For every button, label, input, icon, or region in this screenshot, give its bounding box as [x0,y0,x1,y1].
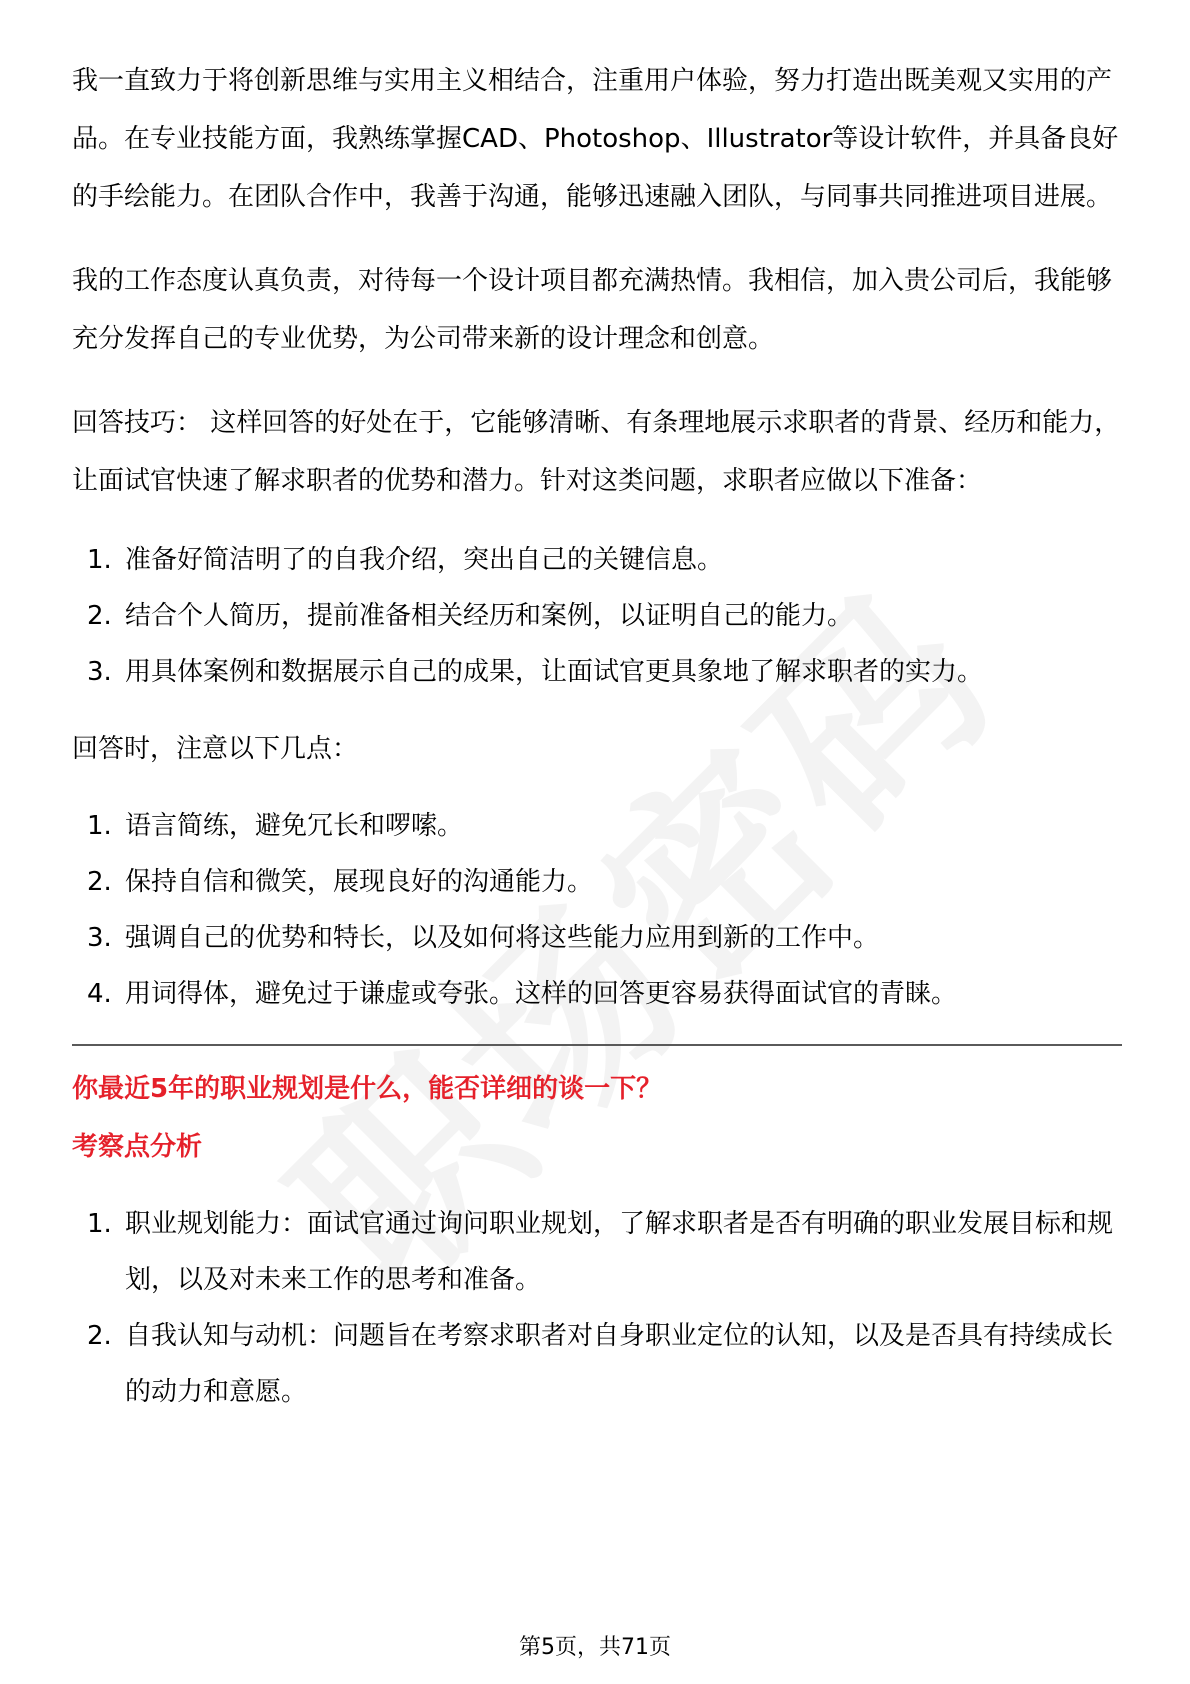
list-item-text: 保持自信和微笑，展现良好的沟通能力。 [125,867,594,897]
analysis-heading: 考察点分析 [72,1132,203,1162]
list-item-text: 用具体案例和数据展示自己的成果，让面试官更具象地了解求职者的实力。 [125,657,984,687]
tips-paragraph: 回答技巧： 这样回答的好处在于，它能够清晰、有条理地展示求职者的背景、经历和能力，让面试官快速了解求职者的优势和潜力。针对这类问题，求职者应做以下准备： [72,408,1121,496]
question-title: 你最近5年的职业规划是什么，能否详细的谈一下？ [72,1074,663,1104]
list-item [72,1308,1122,1420]
list-item-number: 4. [87,979,112,1009]
list-item-number: 2. [87,601,112,631]
list-item [72,966,1122,1022]
list-item [72,588,1122,644]
list-item [72,1196,1122,1308]
list-item-text: 结合个人简历，提前准备相关经历和案例，以证明自己的能力。 [125,601,854,631]
list-item-text: 准备好简洁明了的自我介绍，突出自己的关键信息。 [125,545,724,575]
list-item [72,854,1122,910]
intro-paragraph-2: 我的工作态度认真负责，对待每一个设计项目都充满热情。我相信，加入贵公司后，我能够充分发挥自己的专业优势，为公司带来新的设计理念和创意。 [72,266,1113,354]
list-item-number: 1. [87,1209,112,1239]
list-item-text: 职业规划能力：面试官通过询问职业规划，了解求职者是否有明确的职业发展目标和规划，以及对未来工作的思考和准备。 [125,1209,1114,1295]
list-item-number: 1. [87,811,112,841]
analysis-list [72,1196,1122,1420]
list-item-text: 语言简练，避免冗长和啰嗦。 [125,811,464,841]
list-item-number: 2. [87,1321,112,1351]
list-item [72,644,1122,700]
section-divider [72,1044,1122,1046]
document-page [72,52,1122,1420]
list-item-text: 自我认知与动机：问题旨在考察求职者对自身职业定位的认知，以及是否具有持续成长的动力和意愿。 [125,1321,1114,1407]
list-item-number: 2. [87,867,112,897]
list-item [72,910,1122,966]
list-item-number: 3. [87,657,112,687]
list-item-text: 强调自己的优势和特长，以及如何将这些能力应用到新的工作中。 [125,923,880,953]
tips-list [72,532,1122,700]
list-item-number: 1. [87,545,112,575]
notes-list [72,798,1122,1022]
list-item [72,798,1122,854]
list-item [72,532,1122,588]
notes-heading: 回答时，注意以下几点： [72,734,359,764]
page-number: 第5页，共71页 [519,1635,671,1660]
list-item-text: 用词得体，避免过于谦虚或夸张。这样的回答更容易获得面试官的青睐。 [125,979,958,1009]
list-item-number: 3. [87,923,112,953]
intro-paragraph-1: 我一直致力于将创新思维与实用主义相结合，注重用户体验，努力打造出既美观又实用的产品。在专业技能方面，我熟练掌握CAD、Photoshop、Illustrator等设计软件，并具备良好的手绘能力。在团队合作中，我善于沟通，能够迅速融入团队，与同事共同推进项目进展。 [72,66,1119,212]
